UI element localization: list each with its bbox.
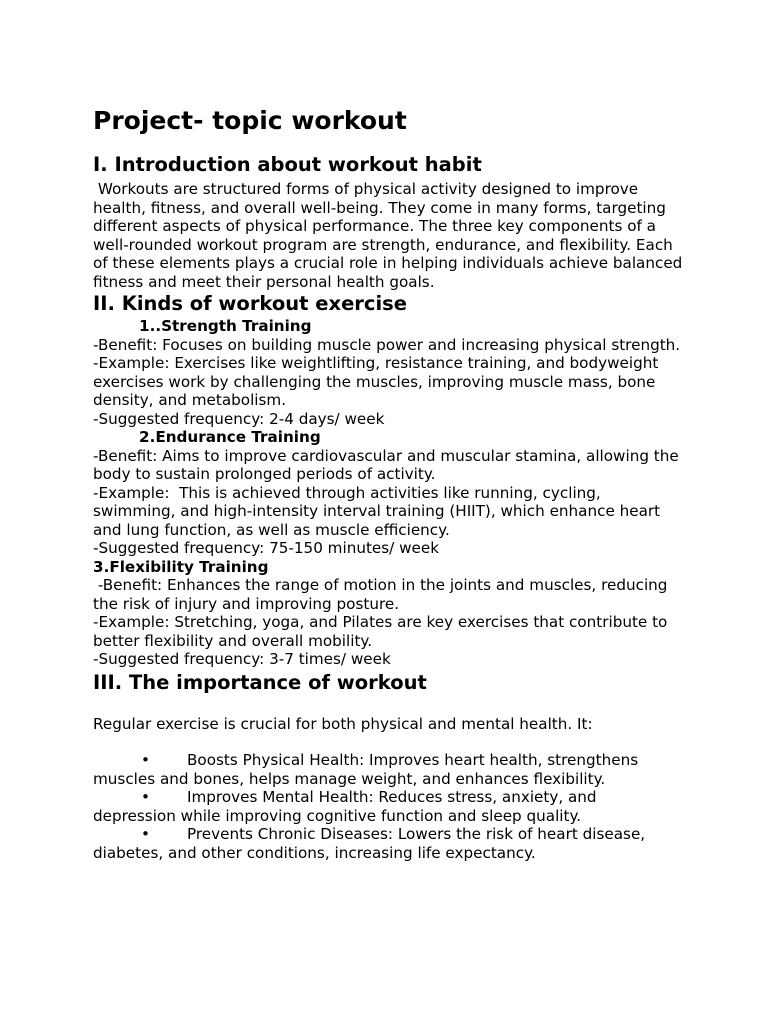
importance-bullet-list	[93, 751, 683, 862]
subheading-flexibility-training: 3.Flexibility Training	[93, 557, 269, 576]
bullet-rest: strengthens muscles and bones, helps manage weight, and enhances flexibility.	[93, 751, 639, 788]
document-body	[93, 104, 688, 862]
bullet-first-line: Improves Mental Health: Reduces stress, anxiety, and	[187, 788, 597, 806]
intro-paragraph: Workouts are structured forms of physical activity designed to improve health, fitness, and overall well-being. They come in many forms, targeting different aspects of physical performance. The three key components of a well-rounded workout program are strength, endurance, and flexibility. Each of these elements plays a crucial role in helping individuals achieve balanced fitness and meet their personal health goals.	[93, 180, 688, 291]
bullet-icon: •	[141, 825, 150, 843]
bullet-icon: •	[141, 751, 150, 769]
list-item	[93, 751, 683, 788]
section-heading-kinds: II. Kinds of workout exercise	[93, 292, 407, 315]
endurance-benefit: -Benefit: Aims to improve cardiovascular and muscular stamina, allowing the body to sustain prolonged periods of activity.	[93, 446, 679, 483]
bullet-rest: disease, diabetes, and other conditions, increasing life expectancy.	[93, 825, 646, 862]
flexibility-frequency: -Suggested frequency: 3-7 times/ week	[93, 650, 391, 668]
list-item	[93, 825, 683, 862]
bullet-rest: depression while improving cognitive function and sleep quality.	[93, 806, 582, 825]
subheading-strength-training: 1..Strength Training	[139, 317, 312, 335]
flexibility-benefit: -Benefit: Enhances the range of motion in the joints and muscles, reducing the risk of injury and improving posture.	[93, 576, 673, 613]
bullet-first-line: Prevents Chronic Diseases: Lowers the risk of heart	[187, 825, 578, 843]
list-item	[93, 788, 683, 825]
section-heading-importance: III. The importance of workout	[93, 670, 427, 694]
strength-example: -Example: Exercises like weightlifting, resistance training, and bodyweight exercises work by challenging the muscles, improving muscle mass, bone density, and metabolism.	[93, 354, 659, 409]
bullet-first-line: Boosts Physical Health: Improves heart health,	[187, 751, 543, 769]
section-heading-introduction: I. Introduction about workout habit	[93, 153, 482, 176]
endurance-frequency: -Suggested frequency: 75-150 minutes/ week	[93, 539, 440, 557]
document-title: Project- topic workout	[93, 106, 407, 135]
flexibility-example: -Example: Stretching, yoga, and Pilates are key exercises that contribute to better flexibility and overall mobility.	[93, 613, 668, 650]
strength-benefit: -Benefit: Focuses on building muscle power and increasing physical strength.	[93, 335, 681, 354]
subheading-endurance-training: 2.Endurance Training	[139, 428, 321, 446]
importance-lead: Regular exercise is crucial for both physical and mental health. It:	[93, 714, 593, 733]
bullet-icon: •	[141, 788, 150, 806]
endurance-example: -Example: This is achieved through activities like running, cycling, swimming, and high-intensity interval training (HIIT), which enhance heart and lung function, as well as muscle efficiency.	[93, 483, 665, 539]
strength-frequency: -Suggested frequency: 2-4 days/ week	[93, 409, 385, 428]
